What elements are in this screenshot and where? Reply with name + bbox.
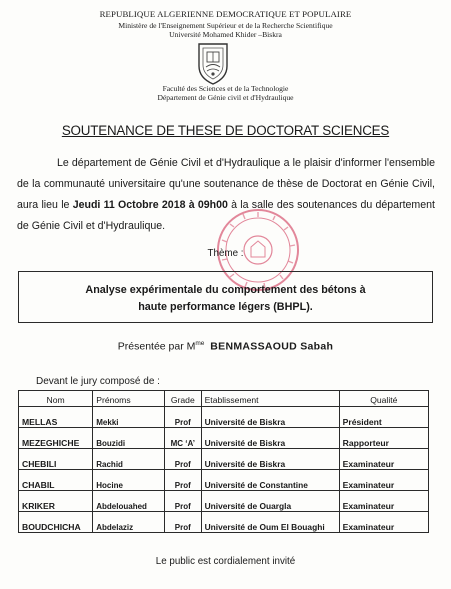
- col-header-nom: Nom: [19, 391, 93, 407]
- col-header-prenoms: Prénoms: [93, 391, 165, 407]
- jury-nom: MEZEGHICHE: [19, 428, 93, 449]
- thesis-title-box: [18, 271, 433, 323]
- jury-qualite: Examinateur: [339, 512, 428, 533]
- presenter-line: [0, 340, 451, 353]
- page-title: SOUTENANCE DE THESE DE DOCTORAT SCIENCES: [61, 123, 390, 138]
- table-row: [19, 470, 429, 491]
- theme-label: Thème :: [207, 248, 244, 259]
- table-row: [19, 449, 429, 470]
- header-university: Université Mohamed Khider –Biskra: [169, 30, 282, 39]
- jury-qualite: Président: [339, 407, 428, 428]
- jury-prenom: Rachid: [93, 449, 165, 470]
- table-row: [19, 428, 429, 449]
- jury-qualite: Examinateur: [339, 470, 428, 491]
- jury-grade: Prof: [165, 449, 202, 470]
- jury-grade: Prof: [165, 491, 202, 512]
- jury-grade: Prof: [165, 470, 202, 491]
- table-row: [19, 491, 429, 512]
- jury-qualite: Rapporteur: [339, 428, 428, 449]
- jury-nom: KRIKER: [19, 491, 93, 512]
- jury-intro: Devant le jury composé de :: [36, 376, 160, 387]
- jury-header-row: [19, 391, 429, 407]
- table-row: [19, 512, 429, 533]
- announcement-part1: Le département de Génie Civil et d'Hydraulique a le plaisir d'informer l'ensemble de la communauté universitaire qu'une soutenance de thèse de Doctorat en Génie Civil, aura lieu le: [17, 157, 435, 211]
- jury-nom: CHABIL: [19, 470, 93, 491]
- jury-nom: MELLAS: [19, 407, 93, 428]
- jury-qualite: Examinateur: [339, 449, 428, 470]
- presenter-name: BENMASSAOUD Sabah: [210, 340, 334, 353]
- col-header-grade: Grade: [165, 391, 202, 407]
- announcement-part2: à la salle des soutenances du département de Génie Civil et d'Hydraulique.: [17, 199, 435, 232]
- jury-nom: CHEBILI: [19, 449, 93, 470]
- header-ministry: Ministère de l'Enseignement Supérieur et de la Recherche Scientifique: [118, 21, 333, 30]
- jury-qualite: Examinateur: [339, 491, 428, 512]
- presenter-prefix: Présentée par M: [117, 340, 196, 353]
- jury-etablissement: Université de Biskra: [201, 428, 339, 449]
- jury-grade: MC ‘A’: [165, 428, 202, 449]
- col-header-etablissement: Etablissement: [201, 391, 339, 407]
- jury-grade: Prof: [165, 407, 202, 428]
- jury-etablissement: Université de Biskra: [201, 407, 339, 428]
- table-row: [19, 407, 429, 428]
- thesis-title: Analyse expérimentale du comportement des bétons à haute performance légers (BHPL).: [85, 284, 366, 313]
- jury-grade: Prof: [165, 512, 202, 533]
- presenter-title: me: [195, 340, 205, 347]
- jury-nom: BOUDCHICHA: [19, 512, 93, 533]
- jury-etablissement: Université de Constantine: [201, 470, 339, 491]
- department-name: Département de Génie civil et d'Hydraulique: [157, 93, 294, 102]
- jury-prenom: Abdelouahed: [93, 491, 165, 512]
- announcement-date: Jeudi 11 Octobre 2018 à 09h00: [72, 199, 228, 211]
- jury-prenom: Abdelaziz: [93, 512, 165, 533]
- jury-etablissement: Université de Oum El Bouaghi: [201, 512, 339, 533]
- jury-etablissement: Université de Biskra: [201, 449, 339, 470]
- university-logo-icon: [193, 40, 233, 86]
- header-republic: REPUBLIQUE ALGERIENNE DEMOCRATIQUE ET POPULAIRE: [99, 9, 352, 19]
- faculty-name: Faculté des Sciences et de la Technologie: [162, 84, 289, 93]
- public-invitation: Le public est cordialement invité: [155, 556, 296, 567]
- jury-table: [18, 390, 429, 533]
- jury-prenom: Mekki: [93, 407, 165, 428]
- col-header-qualite: Qualité: [339, 391, 428, 407]
- jury-etablissement: Université de Ouargla: [201, 491, 339, 512]
- jury-prenom: Bouzidi: [93, 428, 165, 449]
- jury-prenom: Hocine: [93, 470, 165, 491]
